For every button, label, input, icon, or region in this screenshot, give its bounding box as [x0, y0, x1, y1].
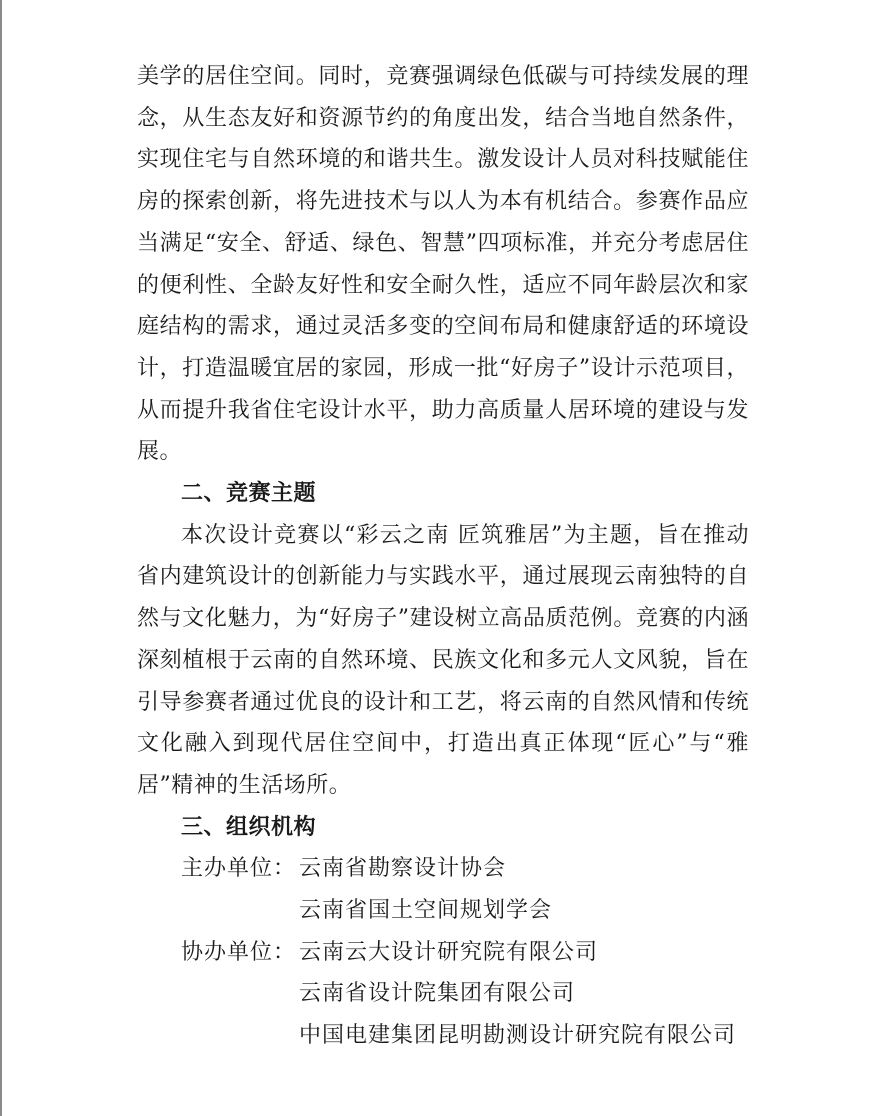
page-left-border [0, 0, 2, 1116]
co-organizer-list [299, 932, 736, 1057]
co-organizer-item: 云南省设计院集团有限公司 [299, 981, 576, 1007]
co-organizer-label: 协办单位： [181, 939, 297, 965]
host-list [299, 848, 552, 931]
theme-heading: 二、竞赛主题 [181, 481, 317, 507]
document-body [137, 56, 749, 1057]
organization-heading: 三、组织机构 [181, 814, 317, 840]
intro-paragraph: 美学的居住空间。同时，竞赛强调绿色低碳与可持续发展的理念，从生态友好和资源节约的角度出发，结合当地自然条件，实现住宅与自然环境的和谐共生。激发设计人员对科技赋能住房的探索创新，将先进技术与以人为本有机结合。参赛作品应当满足“安全、舒适、绿色、智慧”四项标准，并充分考虑居住的便利性、全龄友好性和安全耐久性，适应不同年龄层次和家庭结构的需求，通过灵活多变的空间布局和健康舒适的环境设计，打造温暖宜居的家园，形成一批“好房子”设计示范项目，从而提升我省住宅设计水平，助力高质量人居环境的建设与发展。 [137, 64, 749, 465]
host-units [137, 848, 749, 931]
host-label: 主办单位： [181, 856, 297, 882]
host-item: 云南省国土空间规划学会 [299, 898, 553, 924]
co-organizer-item: 云南云大设计研究院有限公司 [299, 939, 599, 965]
co-organizer-item: 中国电建集团昆明勘测设计研究院有限公司 [299, 1023, 737, 1049]
host-item: 云南省勘察设计协会 [299, 856, 507, 882]
co-organizer-units [137, 932, 749, 1057]
theme-paragraph: 本次设计竞赛以“彩云之南 匠筑雅居”为主题，旨在推动省内建筑设计的创新能力与实践水平，通过展现云南独特的自然与文化魅力，为“好房子”建设树立高品质范例。竞赛的内涵深刻植根于云南的自然环境、民族文化和多元人文风貌，旨在引导参赛者通过优良的设计和工艺，将云南的自然风情和传统文化融入到现代居住空间中，打造出真正体现“匠心”与“雅居”精神的生活场所。 [137, 522, 749, 798]
